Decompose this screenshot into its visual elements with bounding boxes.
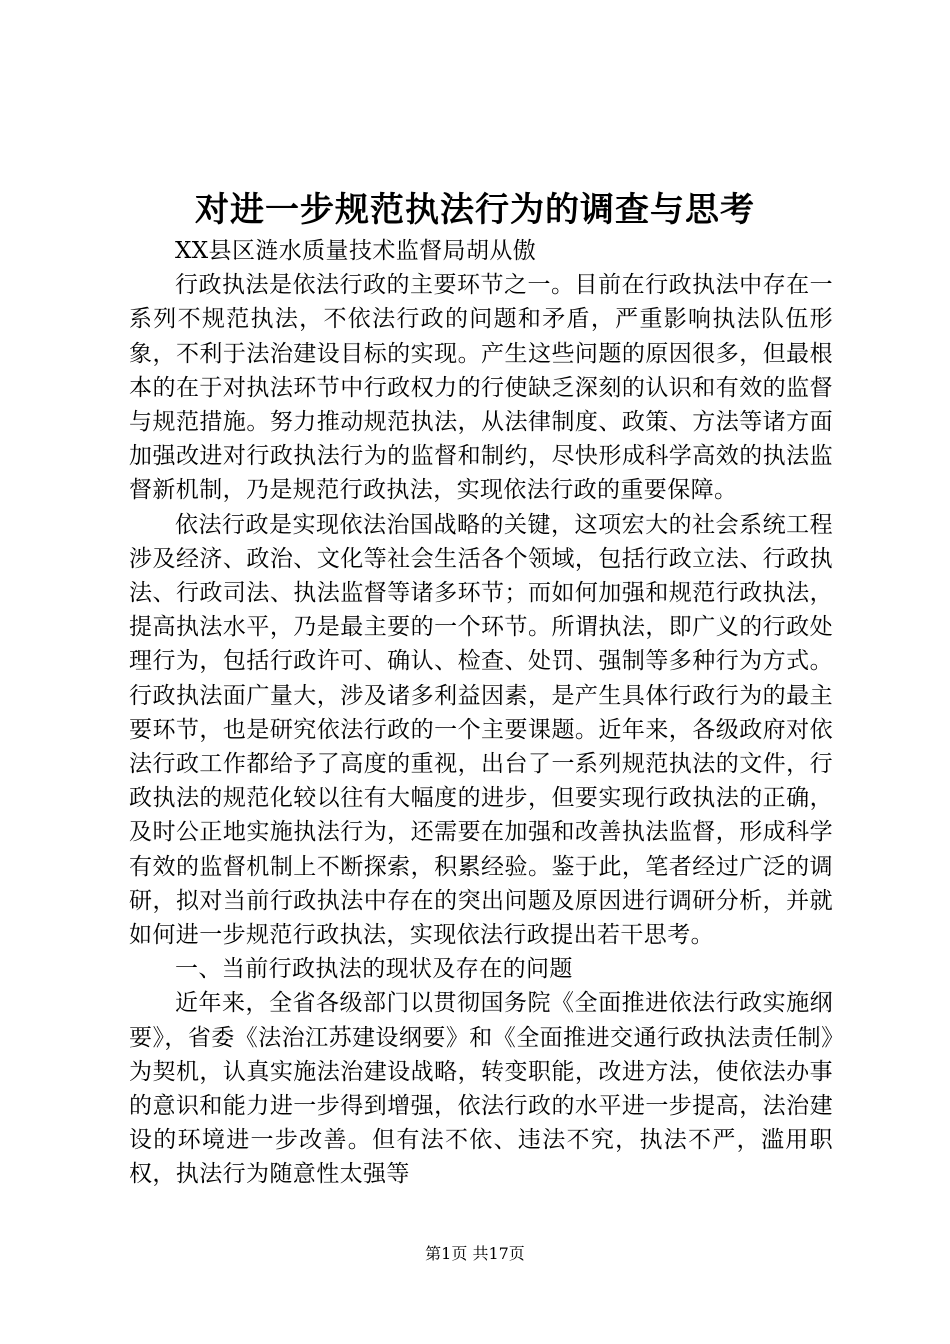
document-title: 对进一步规范执法行为的调查与思考 <box>195 190 755 230</box>
document-body <box>129 234 833 1192</box>
section-heading: 一、当前行政执法的现状及存在的问题 <box>175 956 573 983</box>
section-paragraph-1: 近年来，全省各级部门以贯彻国务院《全面推进依法行政实施纲要》，省委《法治江苏建设纲要》和《全面推进交通行政执法责任制》为契机，认真实施法治建设战略，转变职能，改进方法，使依法办事的意识和能力进一步得到增强，依法行政的水平进一步提高，法治建设的环境进一步改善。但有法不依、违法不究，执法不严，滥用职权，执法行为随意性太强等 <box>129 990 833 1188</box>
page-footer: 第1页 共17页 <box>425 1244 525 1263</box>
author-line: XX县区涟水质量技术监督局胡从傲 <box>175 238 537 264</box>
paragraph-2: 依法行政是实现依法治国战略的关键，这项宏大的社会系统工程涉及经济、政治、文化等社会生活各个领域，包括行政立法、行政执法、行政司法、执法监督等诸多环节；而如何加强和规范行政执法，提高执法水平，乃是最主要的一个环节。所谓执法，即广义的行政处理行为，包括行政许可、确认、检查、处罚、强制等多种行为方式。行政执法面广量大，涉及诸多利益因素，是产生具体行政行为的最主要环节，也是研究依法行政的一个主要课题。近年来，各级政府对依法行政工作都给予了高度的重视，出台了一系列规范执法的文件，行政执法的规范化较以往有大幅度的进步，但要实现行政执法的正确，及时公正地实施执法行为，还需要在加强和改善执法监督，形成科学有效的监督机制上不断探索，积累经验。鉴于此，笔者经过广泛的调研，拟对当前行政执法中存在的突出问题及原因进行调研分析，并就如何进一步规范行政执法，实现依法行政提出若干思考。 <box>129 511 833 949</box>
paragraph-1: 行政执法是依法行政的主要环节之一。目前在行政执法中存在一系列不规范执法，不依法行政的问题和矛盾，严重影响执法队伍形象，不利于法治建设目标的实现。产生这些问题的原因很多，但最根本的在于对执法环节中行政权力的行使缺乏深刻的认识和有效的监督与规范措施。努力推动规范执法，从法律制度、政策、方法等诸方面加强改进对行政执法行为的监督和制约，尽快形成科学高效的执法监督新机制，乃是规范行政执法，实现依法行政的重要保障。 <box>129 272 833 504</box>
